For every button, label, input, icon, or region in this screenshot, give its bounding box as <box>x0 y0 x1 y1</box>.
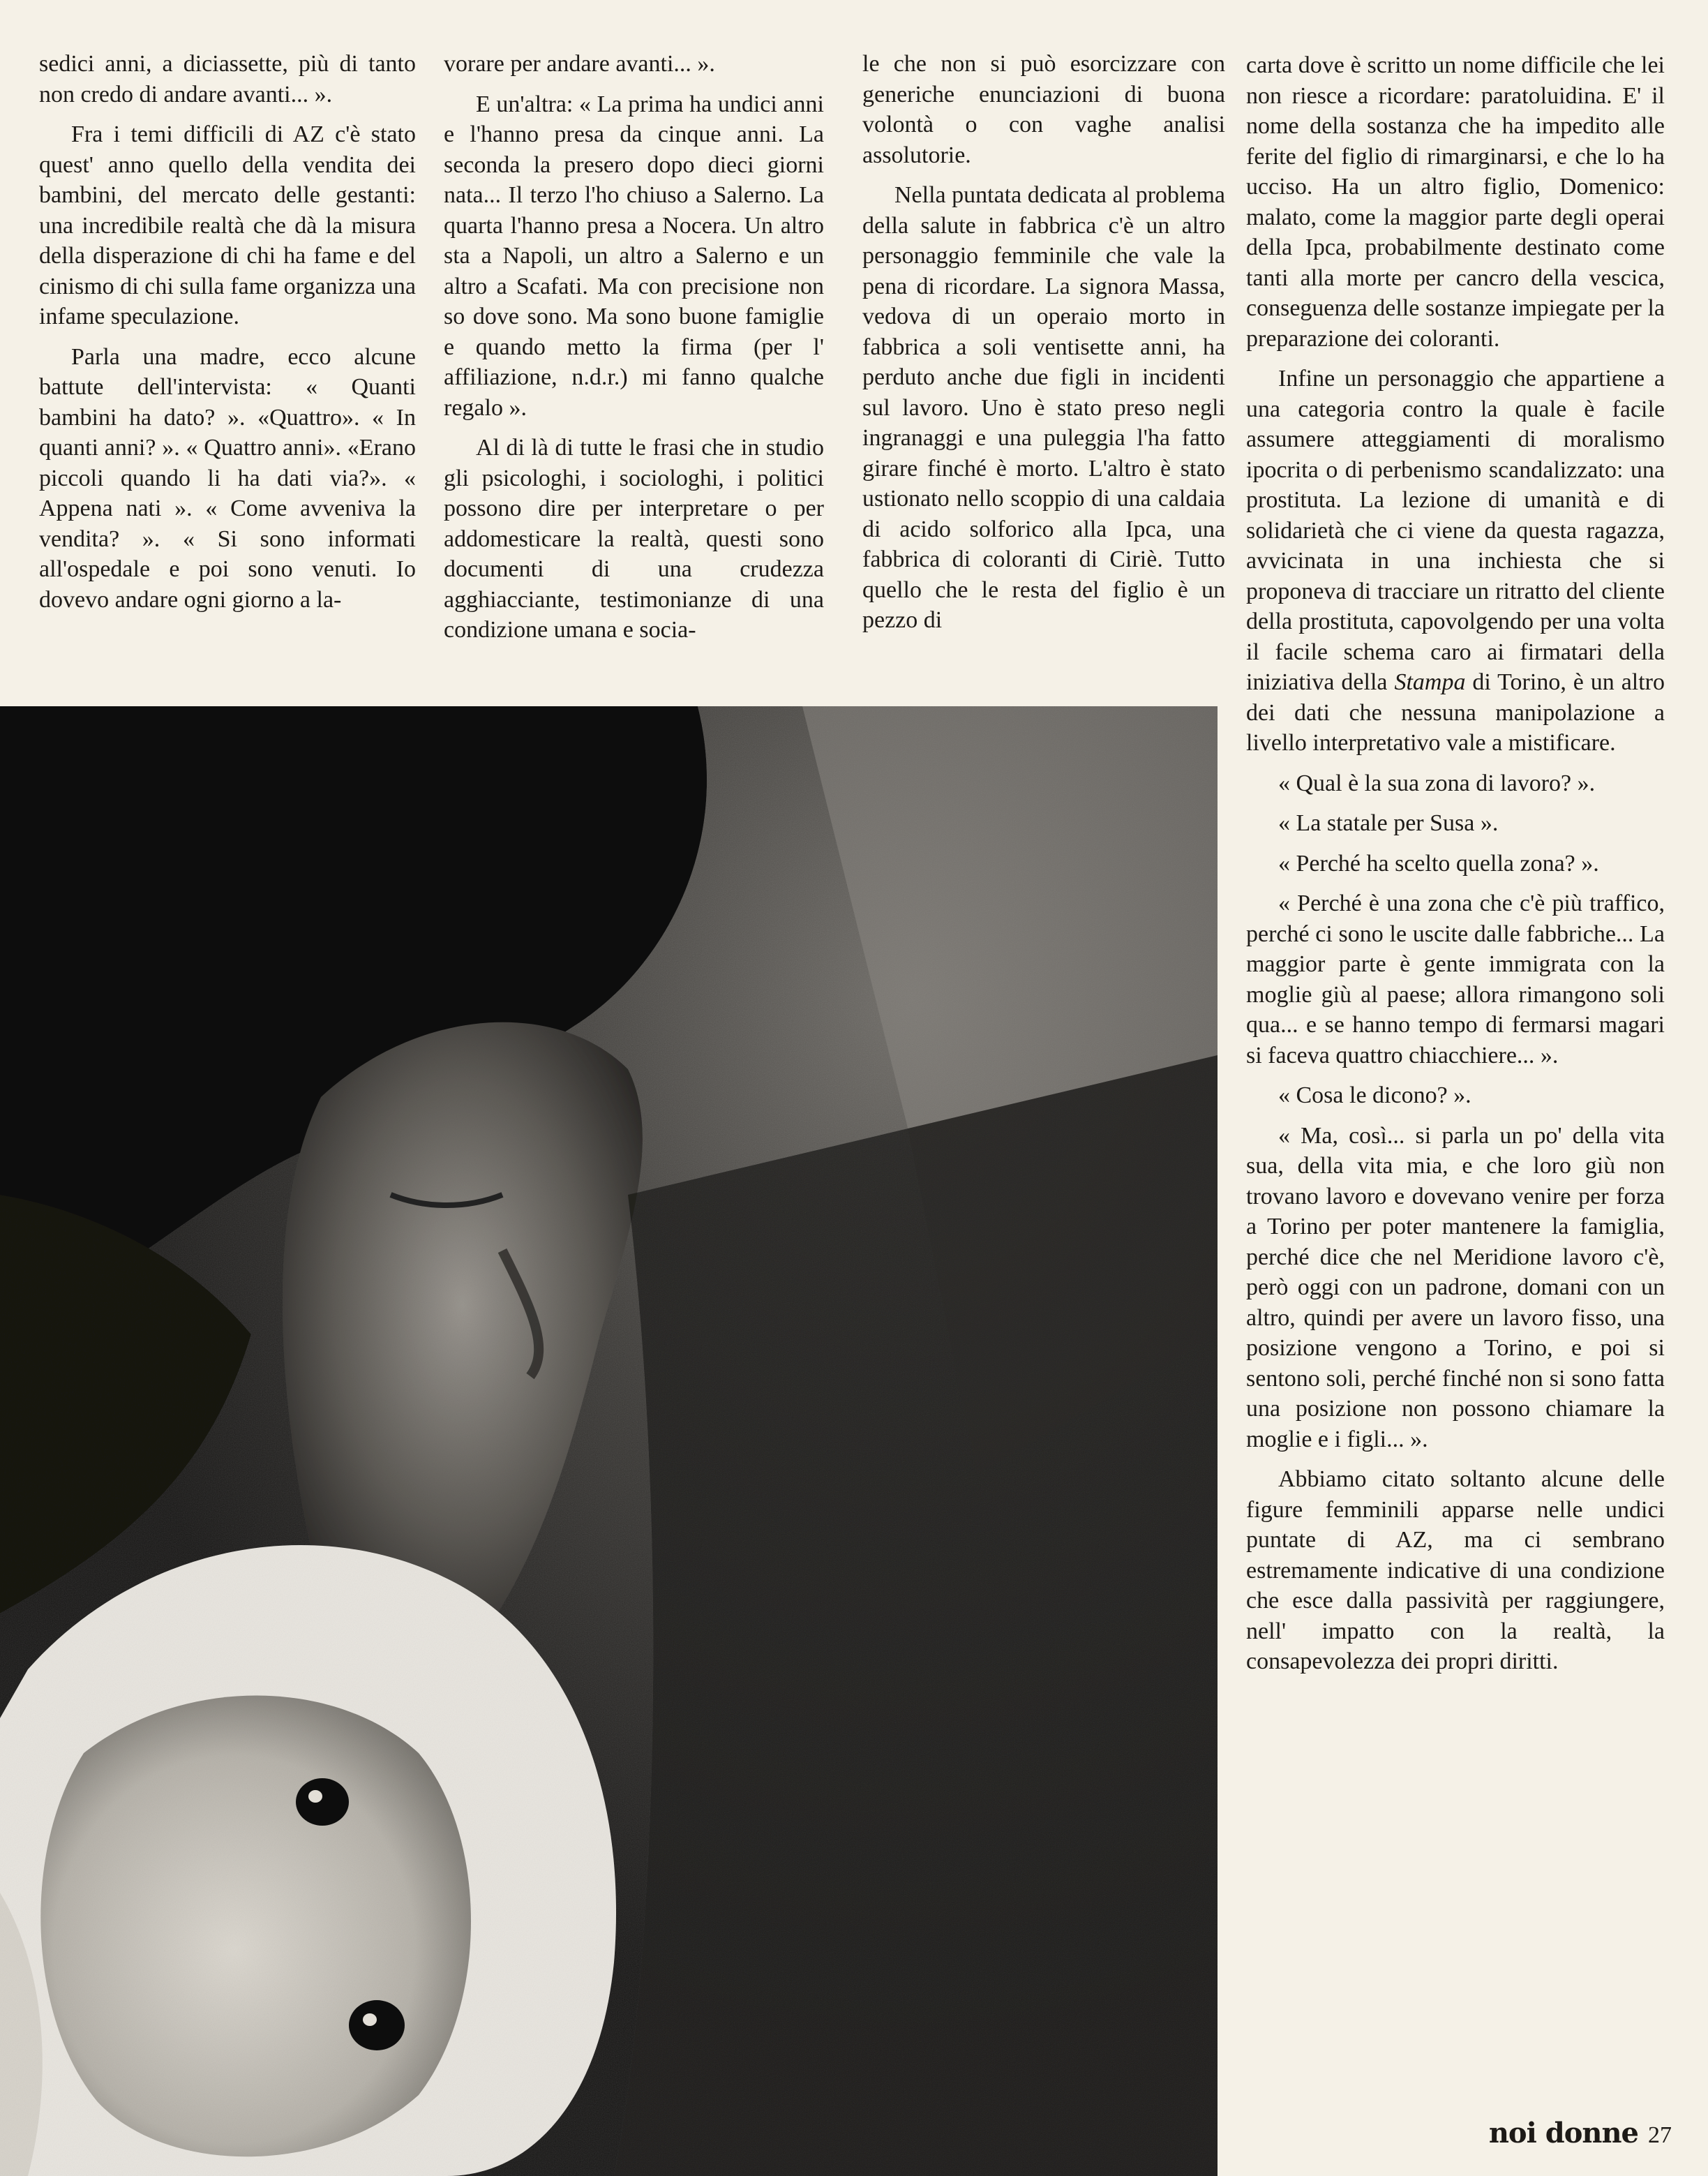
mother-and-baby-photo <box>0 706 1218 2176</box>
article-column-3 <box>862 49 1225 698</box>
article-column-1 <box>39 49 416 698</box>
paragraph: Abbiamo citato soltanto alcune delle figure femminili apparse nelle undici puntate di AZ, ma ci sembrano estremamente indicative di una condizione che esce dalla passività per raggiungere, nell' impatto con la realtà, la consapevolezza dei propri diritti. <box>1246 1466 1665 1674</box>
magazine-name: noi donne <box>1488 2117 1638 2149</box>
article-column-4 <box>1246 50 1665 2137</box>
interview-line: « Perché ha scelto quella zona? ». <box>1278 850 1599 877</box>
interview-line: « Perché è una zona che c'è più traffico, perché ci sono le uscite dalle fabbriche... La maggior parte è gente immigrata con la moglie giù al paese; allora rimangono soli qua... e se hanno tempo di fermarsi magari si faceva quattro chiacchiere... ». <box>1246 890 1665 1068</box>
paragraph: Nella puntata dedicata al problema della salute in fabbrica c'è un altro personaggio femminile che vale la pena di ricordare. La signora Massa, vedova di un operaio morto in fabbrica a soli ventisette anni, ha perduto anche due figli in incidenti sul lavoro. Uno è stato preso negli ingranaggi e una puleggia l'ha fatto girare finché è morto. L'altro è stato ustionato nello scoppio di una caldaia di acido solforico alla Ipca, una fabbrica di coloranti di Ciriè. Tutto quello che le resta del figlio è un pezzo di <box>862 182 1225 633</box>
page-footer <box>1489 2117 1672 2149</box>
interview-line: « Cosa le dicono? ». <box>1278 1082 1471 1108</box>
newspaper-name: Stampa <box>1394 669 1466 695</box>
paragraph: Fra i temi difficili di AZ c'è stato quest' anno quello della vendita dei bambini, del mercato delle gestanti: una incredibile realtà che dà la misura della disperazione di chi ha fame e del cinismo di chi sulla fame organizza una infame speculazione. <box>39 121 416 329</box>
paragraph: Al di là di tutte le frasi che in studio gli psicologhi, i sociologhi, i politici possono dire per interpretare o per addomesticare la realtà, questi sono documenti di una crudezza agghiacciante, testimonianze di una condizione umana e socia- <box>444 435 824 643</box>
paragraph <box>1246 364 1665 759</box>
interview-line: « La statale per Susa ». <box>1278 810 1499 836</box>
paragraph-text: Infine un personaggio che appartiene a una categoria contro la quale è facile assumere atteggiamenti di moralismo ipocrita o di perbenismo scandalizzato: una prostituta. La lezione di umanità e di solidarietà che ci viene da questa ragazza, avvicinata in una inchiesta che si proponeva di tracciare un ritratto del cliente della prostituta, capovolgendo per una volta il facile schema caro ai firmatari della iniziativa della <box>1246 366 1665 695</box>
paragraph: Parla una madre, ecco alcune battute dell'intervista: « Quanti bambini ha dato? ». «Quattro». « In quanti anni? ». « Quattro anni». «Erano piccoli quando li ha dati via?». « Appena nati ». « Come avveniva la vendita? ». « Si sono informati all'ospedale e poi sono venuti. Io dovevo andare ogni giorno a la- <box>39 343 416 613</box>
paragraph-text: di Torino, è un altro dei dati che nessuna manipolazione a livello interpretativo vale a mistificare. <box>1246 669 1665 756</box>
article-column-2 <box>444 49 824 698</box>
paragraph: le che non si può esorcizzare con generiche enunciazioni di buona volontà o con vaghe analisi assolutorie. <box>862 51 1225 168</box>
paragraph: carta dove è scritto un nome difficile che lei non riesce a ricordare: paratoluidina. E' il nome della sostanza che ha impedito alle ferite del figlio di rimarginarsi, e che lo ha ucciso. Ha un altro figlio, Domenico: malato, come la maggior parte degli operai della Ipca, probabilmente destinato come tanti alla morte per cancro della vescica, conseguenza delle sostanze impiegate per la preparazione dei coloranti. <box>1246 52 1665 352</box>
paragraph: E un'altra: « La prima ha undici anni e l'hanno presa da cinque anni. La seconda la presero dopo dieci giorni nata... Il terzo l'ho chiuso a Salerno. La quarta l'hanno presa a Nocera. Un altro sta a Napoli, un altro a Salerno e un altro a Scafati. Ma con precisione non so dove sono. Ma sono buone famiglie e quando metto la firma (per l' affiliazione, n.d.r.) mi fanno qualche regalo ». <box>444 91 824 421</box>
paragraph: vorare per andare avanti... ». <box>444 51 715 77</box>
paragraph: sedici anni, a diciassette, più di tanto non credo di andare avanti... ». <box>39 51 416 107</box>
photo-image <box>0 706 1218 2176</box>
interview-line: « Ma, così... si parla un po' della vita sua, della vita mia, e che loro giù non trovano lavoro e dovevano venire per forza a Torino per poter mantenere la famiglia, perché dice che nel Meridione lavoro c'è, però oggi con un padrone, domani con un altro, quindi per avere un lavoro fisso, una posizione vengono a Torino, e poi si sentono soli, perché finché non si sono fatta una posizione non possono chiamare la moglie e i figli... ». <box>1246 1122 1665 1452</box>
page-number: 27 <box>1648 2122 1672 2148</box>
interview-line: « Qual è la sua zona di lavoro? ». <box>1278 770 1596 796</box>
